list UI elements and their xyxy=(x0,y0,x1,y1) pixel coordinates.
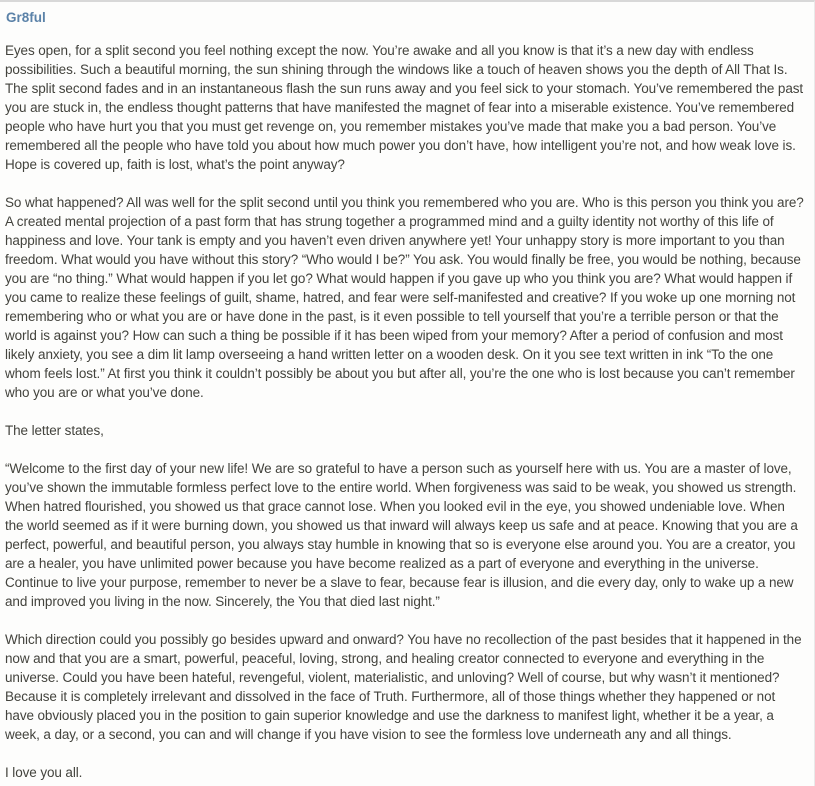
post-paragraph-letter-intro: The letter states, xyxy=(5,423,104,438)
post-paragraph-1: Eyes open, for a split second you feel nothing except the now. You’re awake and all you know is that it’s a new day with endless possibilities. Such a beautiful morning, the sun shining through the windows like a touch of heaven shows you the depth of All That Is. The split second fades and in an instantaneous flash the sun runs away and you feel sick to your stomach. You’ve remembered the past you are stuck in, the endless thought patterns that have manifested the magnet of fear into a miserable existence. You’ve remembered people who have hurt you that you must get revenge on, you remember mistakes you’ve made that make you a bad person. You’ve remembered all the people who have told you about how much power you don’t have, how intelligent you’re not, and how weak love is. Hope is covered up, faith is lost, what’s the point anyway? xyxy=(5,43,804,172)
post-paragraph-2: So what happened? All was well for the split second until you think you remembered who you are. Who is this person you think you are? A created mental projection of a past form that has strung together a programmed mind and a guilty identity not worthy of this life of happiness and love. Your tank is empty and you haven’t even driven anywhere yet! Your unhappy story is more important to you than freedom. What would you have without this story? “Who would I be?” You ask. You would finally be free, you would be nothing, because you are “no thing.” What would happen if you let go? What would happen if you gave up who you think you are? What would happen if you came to realize these feelings of guilt, shame, hatred, and fear were self-manifested and creative? If you woke up one morning not remembering who or what you are or have done in the past, is it even possible to tell yourself that you’re a terrible person or that the world is against you? How can such a thing be possible if it has been wiped from your memory? After a period of confusion and most likely anxiety, you see a dim lit lamp overseeing a hand written letter on a wooden desk. On it you see text written in ink “To the one whom feels lost.” At first you think it couldn’t possibly be about you but after all, you’re the one who is lost because you can’t remember who you are or what you’ve done. xyxy=(5,195,804,400)
post-paragraph-signoff: I love you all. xyxy=(5,765,83,780)
post-paragraph-letter: “Welcome to the first day of your new life! We are so grateful to have a person such as yourself here with us. You are a master of love, you’ve shown the immutable formless perfect love to the entire world. When forgiveness was said to be weak, you showed us strength. When hatred flourished, you showed us that grace cannot lose. When you looked evil in the eye, you showed undeniable love. When the world seemed as if it were burning down, you showed us that inward will always keep us safe and at peace. Knowing that you are a perfect, powerful, and beautiful person, you always stay humble in knowing that so is everyone else around you. You are a creator, you are a healer, you have unlimited power because you have become realized as a part of everyone and everything in the universe. Continue to live your purpose, remember to never be a slave to fear, because fear is illusion, and die every day, only to wake up a new and improved you living in the now. Sincerely, the You that died last night.” xyxy=(5,461,798,609)
post-body xyxy=(5,41,806,782)
post-author-link[interactable]: Gr8ful xyxy=(6,10,46,25)
post-paragraph-5: Which direction could you possibly go besides upward and onward? You have no recollection of the past besides that it happened in the now and that you are a smart, powerful, peaceful, loving, strong, and healing creator connected to everyone and everything in the universe. Could you have been hateful, revengeful, violent, materialistic, and unloving? Well of course, but why wasn’t it mentioned? Because it is completely irrelevant and dissolved in the face of Truth. Furthermore, all of those things whether they happened or not have obviously placed you in the position to gain superior knowledge and use the darkness to manifest light, whether it be a year, a week, a day, or a second, you can and will change if you have vision to see the formless love underneath any and all things. xyxy=(5,632,802,742)
